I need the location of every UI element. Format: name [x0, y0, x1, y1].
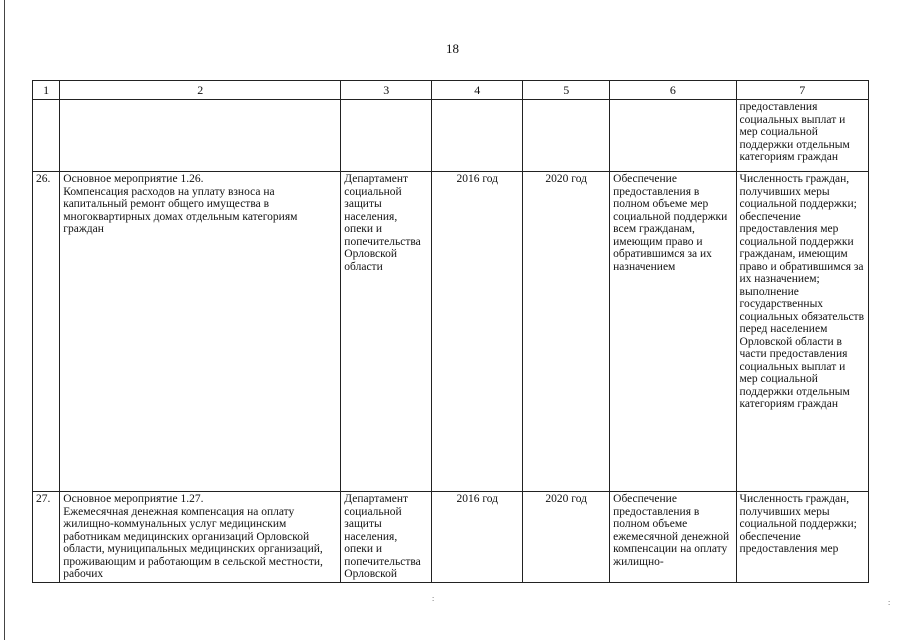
page-number: 18 [446, 41, 459, 56]
measure-title: Основное мероприятие 1.26. [63, 173, 204, 185]
header-row [33, 81, 869, 100]
start-year-cell: 2016 год [432, 492, 523, 583]
result-cell: Обеспечение предоставления в полном объеме ежемесячной денежной компенсации на оплату жилищно- [610, 492, 736, 583]
row-number: 26. [33, 172, 60, 492]
end-year-cell: 2020 год [523, 492, 610, 583]
header-cell: 1 [33, 81, 60, 100]
table-row [33, 492, 869, 583]
measure-cell [60, 492, 341, 583]
indicators-cell: предоставления социальных выплат и мер социальной поддержки отдельным категориям граждан [736, 100, 868, 172]
measure-description: Ежемесячная денежная компенсация на оплату жилищно-коммунальных услуг медицинским работникам медицинских организаций Орловской области, муниципальных медицинских организаций, проживающим и работающим в сельской местности, рабочих [63, 505, 323, 580]
executor-cell: Департамент социальной защиты населения, опеки и попечительства Орловской области [341, 172, 432, 492]
header-cell: 2 [60, 81, 341, 100]
measure-description: Компенсация расходов на уплату взноса на капитальный ремонт общего имущества в многоквартирных домах отдельным категориям граждан [63, 185, 298, 235]
header-cell: 4 [432, 81, 523, 100]
indicators-cell: Численность граждан, получивших меры социальной поддержки; обеспечение предоставления мер [736, 492, 868, 583]
header-cell: 3 [341, 81, 432, 100]
header-cell: 7 [736, 81, 868, 100]
scan-artifact: : [888, 598, 891, 607]
table-row [33, 172, 869, 492]
left-margin-rule [4, 0, 5, 640]
row-number: 27. [33, 492, 60, 583]
result-cell: Обеспечение предоставления в полном объеме мер социальной поддержки всем гражданам, имеющим право и обратившимся за их назначением [610, 172, 736, 492]
header-cell: 6 [610, 81, 736, 100]
end-year-cell: 2020 год [523, 172, 610, 492]
indicators-cell: Численность граждан, получивших меры социальной поддержки; обеспечение предоставления мер социальной поддержки гражданам, имеющим право и обратившимся за их назначением; выполнение государственных социальных обязательств перед населением Орловской области в части предоставления социальных выплат и мер социальной поддержки отдельным категориям граждан [736, 172, 868, 492]
start-year-cell: 2016 год [432, 172, 523, 492]
scan-artifact: : [432, 594, 435, 603]
program-table [32, 80, 869, 583]
continuation-row [33, 100, 869, 172]
measure-title: Основное мероприятие 1.27. [63, 493, 204, 505]
measure-cell [60, 172, 341, 492]
header-cell: 5 [523, 81, 610, 100]
executor-cell: Департамент социальной защиты населения, опеки и попечительства Орловской [341, 492, 432, 583]
